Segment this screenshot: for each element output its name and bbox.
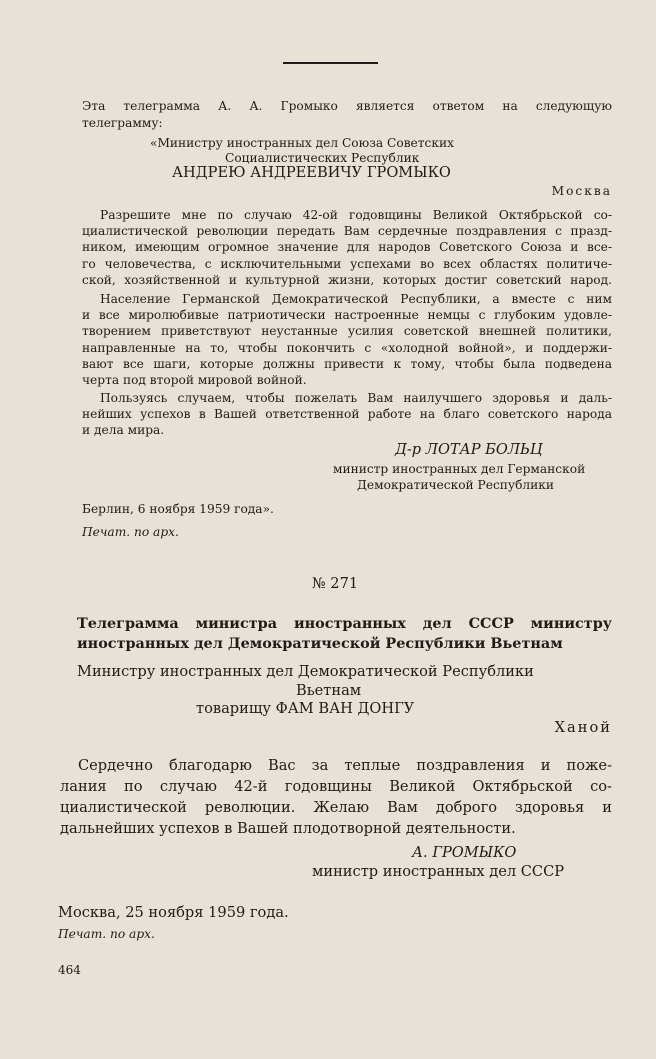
tel1-signer-title-2: Демократической Республики bbox=[357, 478, 555, 492]
text-line: го человечества, с исключительными успехами во всех областях политиче- bbox=[82, 256, 612, 271]
text-line: циалистической революции передать Вам сердечные поздравления с празд- bbox=[82, 224, 612, 239]
text-line: Пользуясь случаем, чтобы пожелать Вам наилучшего здоровья и даль- bbox=[100, 391, 612, 405]
doc-addressee: товарищу ФАМ ВАН ДОНГУ bbox=[196, 700, 415, 717]
text-line: ником, имеющим огромное значение для народов Советского Союза и все- bbox=[82, 240, 612, 255]
tel1-addressee: АНДРЕЮ АНДРЕЕВИЧУ ГРОМЫКО bbox=[172, 164, 451, 181]
tel1-city: Москва bbox=[551, 184, 612, 198]
tel1-signer-title-1: министр иностранных дел Германской bbox=[333, 462, 586, 476]
text-line: лания по случаю 42-й годовщины Великой Октябрьской со- bbox=[60, 778, 612, 795]
text-line: циалистической революции. Желаю Вам доброго здоровья и bbox=[60, 799, 612, 816]
page-number: 464 bbox=[58, 963, 81, 977]
tel1-place-date: Берлин, 6 ноября 1959 года». bbox=[82, 502, 274, 516]
doc-number: № 271 bbox=[311, 575, 359, 592]
text-line: творением приветствуют неустанные усилия советской внешней политики, bbox=[82, 324, 612, 339]
tel1-signer: Д-р ЛОТАР БОЛЬЦ bbox=[395, 441, 543, 458]
doc-place-date: Москва, 25 ноября 1959 года. bbox=[58, 904, 289, 921]
doc-title-line-2: иностранных дел Демократической Республики Вьетнам bbox=[77, 635, 563, 652]
text-line: нейших успехов в Вашей ответственной работе на благо советского народа bbox=[82, 407, 612, 422]
text-line: и дела мира. bbox=[82, 423, 165, 438]
text-line: Разрешите мне по случаю 42-ой годовщины Великой Октябрьской со- bbox=[100, 208, 612, 222]
tel1-paragraph-1 bbox=[82, 207, 612, 288]
text-line: дальнейших успехов в Вашей плодотворной деятельности. bbox=[60, 820, 516, 837]
text-line: направленные на то, чтобы покончить с «холодной войной», и поддержи- bbox=[82, 340, 612, 355]
text-line: Сердечно благодарю Вас за теплые поздравления и поже- bbox=[78, 757, 612, 774]
doc-body bbox=[60, 755, 612, 839]
tel1-source: Печат. по арх. bbox=[82, 525, 179, 539]
doc-address-1: Министру иностранных дел Демократической Республики bbox=[77, 663, 534, 680]
tel1-paragraph-2 bbox=[82, 291, 612, 388]
text-line: Население Германской Демократической Республики, а вместе с ним bbox=[100, 292, 612, 306]
doc-title-line-1: Телеграмма министра иностранных дел СССР министру bbox=[77, 615, 612, 632]
text-line: и все миролюбивые патриотически настроенные немцы с глубоким удовле- bbox=[82, 308, 612, 323]
text-line: вают все шаги, которые должны привести к тому, чтобы была подведена bbox=[82, 356, 612, 371]
intro-line-1: Эта телеграмма А. А. Громыко является ответом на следующую bbox=[82, 99, 612, 113]
doc-city: Ханой bbox=[554, 719, 612, 736]
text-line: ской, хозяйственной и культурной жизни, которых достиг советский народ. bbox=[82, 272, 612, 287]
text-line: черта под второй мировой войной. bbox=[82, 373, 307, 388]
top-rule bbox=[283, 62, 378, 64]
tel1-paragraph-3 bbox=[82, 390, 612, 439]
tel1-address-2: Социалистических Республик bbox=[225, 151, 420, 165]
doc-source: Печат. по арх. bbox=[58, 927, 155, 941]
doc-signer-title: министр иностранных дел СССР bbox=[312, 863, 565, 880]
tel1-address-1: «Министру иностранных дел Союза Советских bbox=[150, 136, 454, 150]
doc-address-2: Вьетнам bbox=[296, 682, 362, 699]
doc-signer: А. ГРОМЫКО bbox=[412, 844, 517, 861]
intro-line-2: телеграмму: bbox=[82, 116, 163, 130]
